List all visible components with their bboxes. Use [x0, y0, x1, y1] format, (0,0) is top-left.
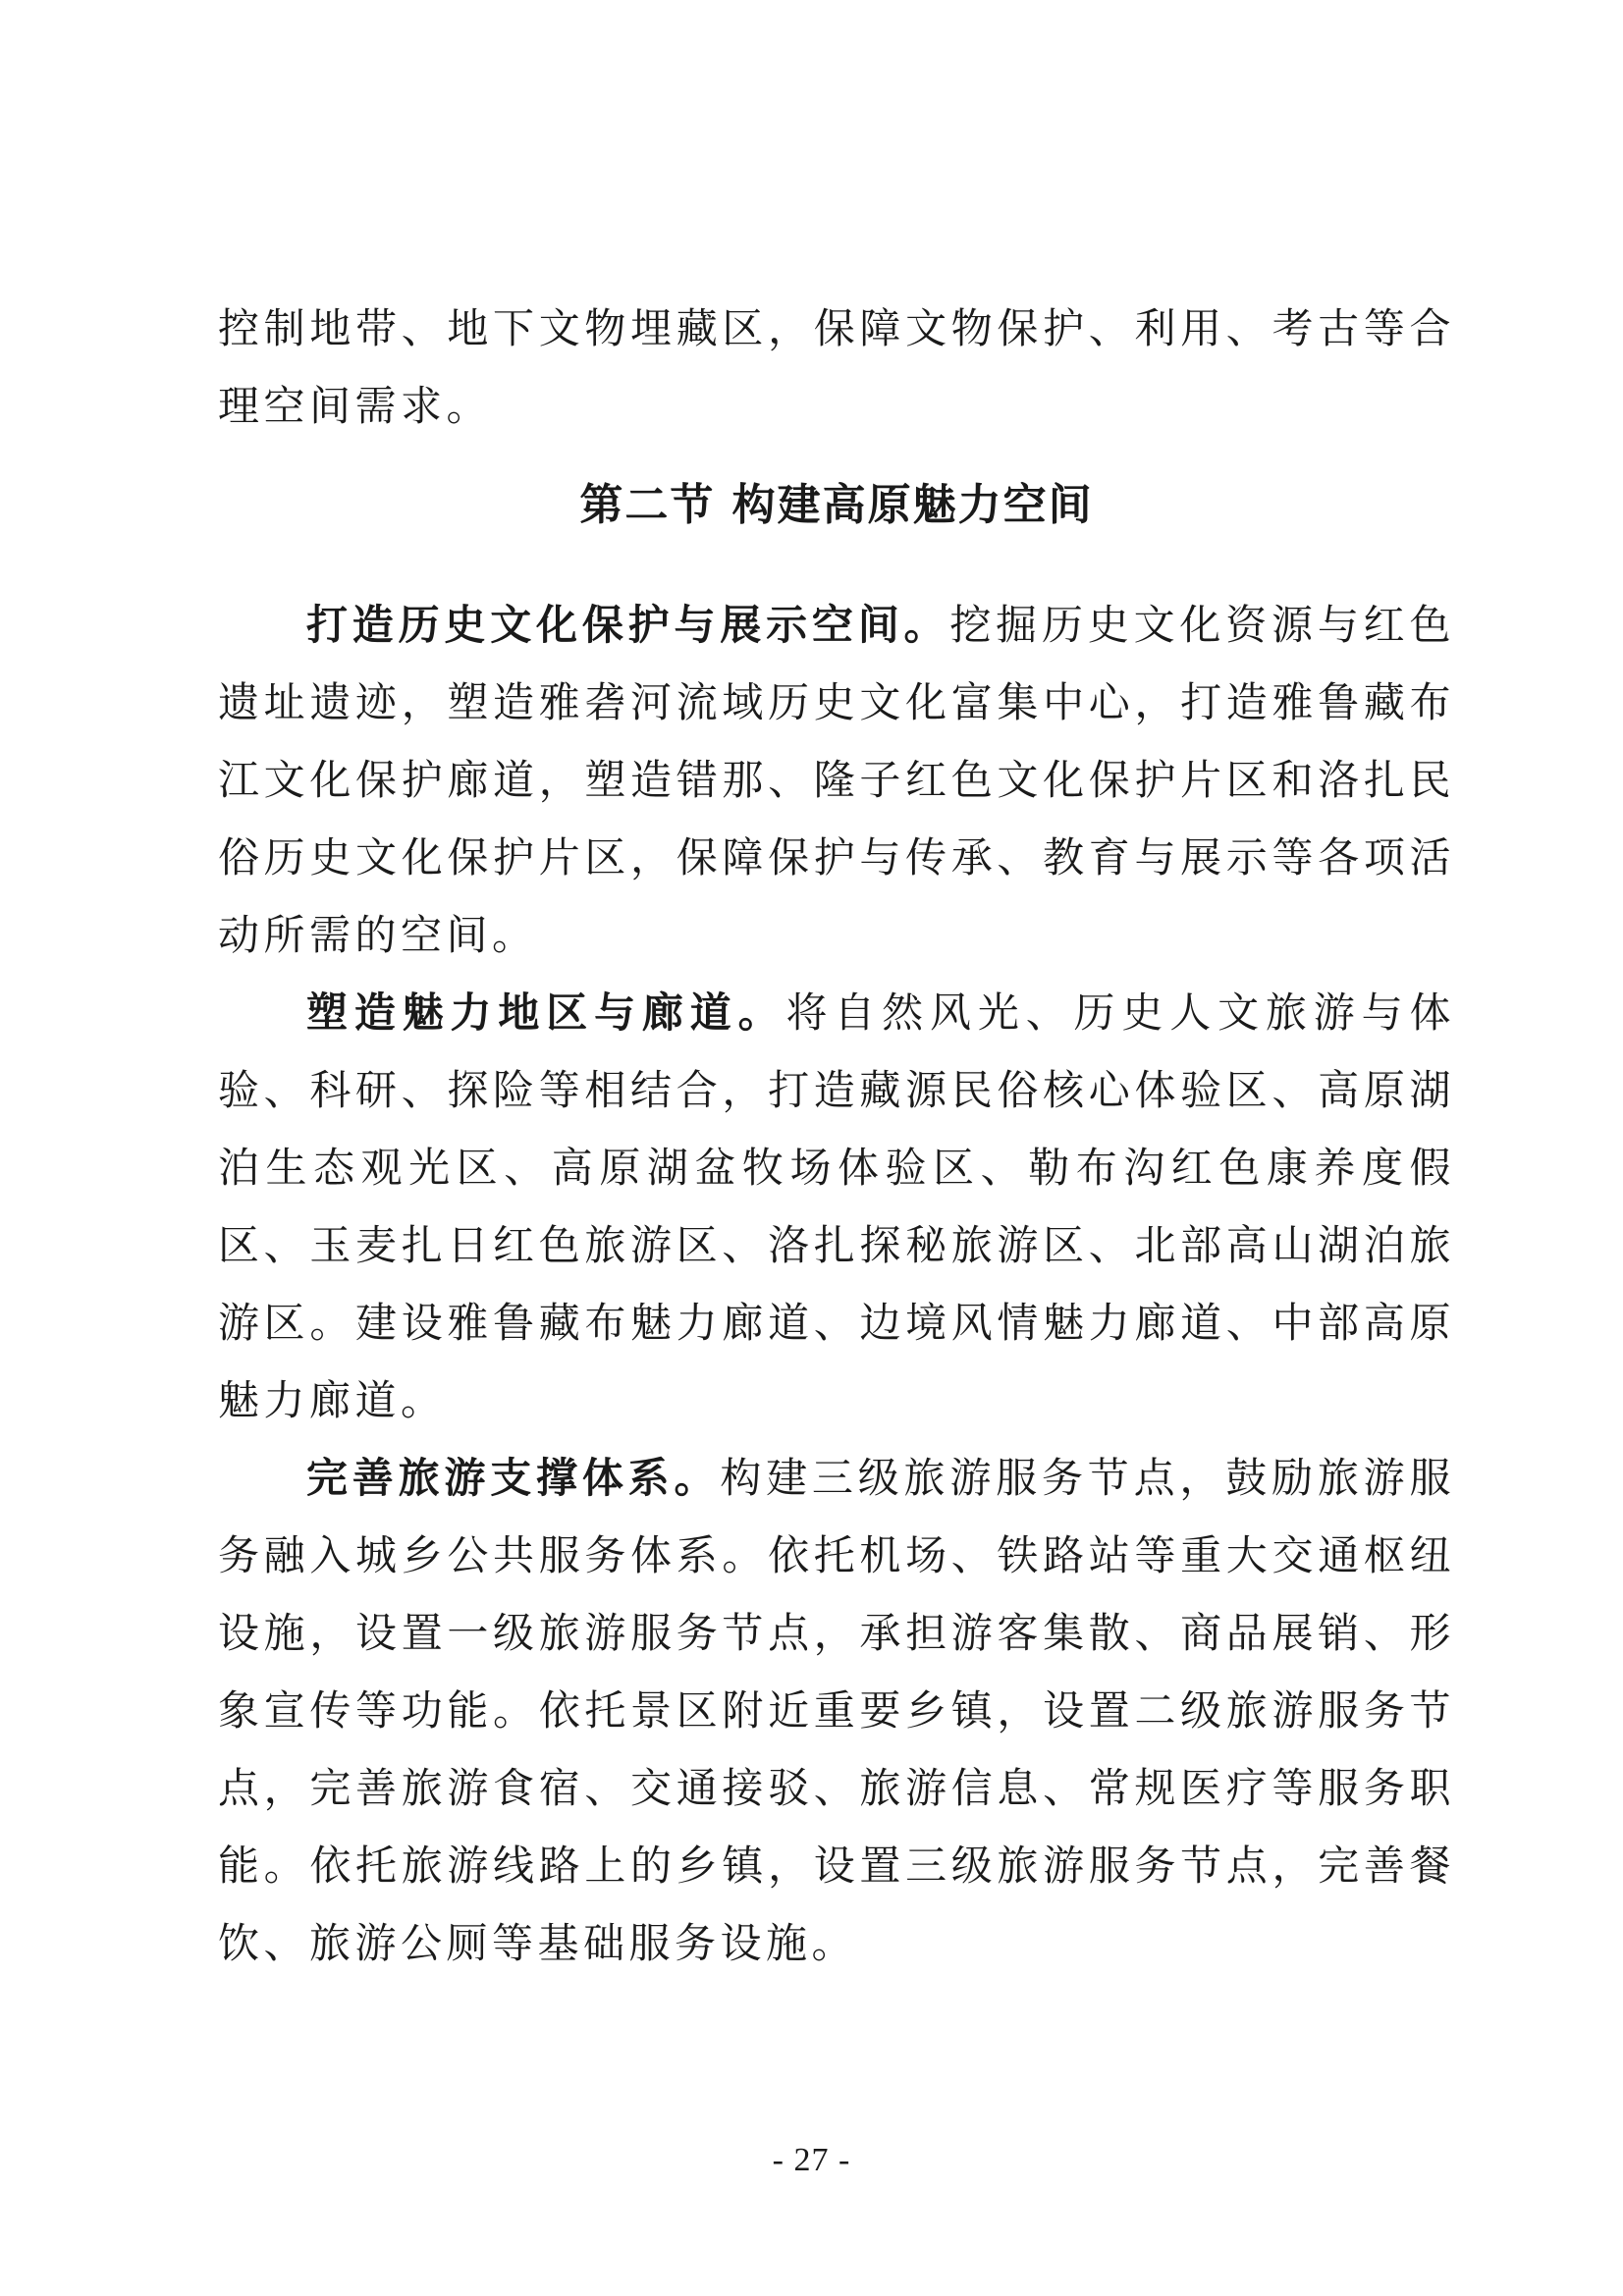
paragraph-tourism-support	[218, 1439, 1455, 1982]
paragraph-body: 将自然风光、历史人文旅游与体验、科研、探险等相结合，打造藏源民俗核心体验区、高原湖泊生态观光区、高原湖盆牧场体验区、勒布沟红色康养度假区、玉麦扎日红色旅游区、洛扎探秘旅游区、北部高山湖泊旅游区。建设雅鲁藏布魅力廊道、边境风情魅力廊道、中部高原魅力廊道。	[218, 988, 1455, 1424]
paragraph-lead: 打造历史文化保护与展示空间。	[306, 601, 950, 649]
paragraph-body: 构建三级旅游服务节点，鼓励旅游服务融入城乡公共服务体系。依托机场、铁路站等重大交通枢纽设施，设置一级旅游服务节点，承担游客集散、商品展销、形象宣传等功能。依托景区附近重要乡镇，设置二级旅游服务节点，完善旅游食宿、交通接驳、旅游信息、常规医疗等服务职能。依托旅游线路上的乡镇，设置三级旅游服务节点，完善餐饮、旅游公厕等基础服务设施。	[218, 1454, 1455, 1967]
paragraph-lead: 塑造魅力地区与廊道。	[306, 988, 786, 1037]
paragraph-lead: 完善旅游支撑体系。	[306, 1454, 721, 1502]
intro-paragraph: 控制地带、地下文物埋藏区，保障文物保护、利用、考古等合理空间需求。	[218, 304, 1455, 430]
paragraph-body: 挖掘历史文化资源与红色遗址遗迹，塑造雅砻河流域历史文化富集中心，打造雅鲁藏布江文化保护廊道，塑造错那、隆子红色文化保护片区和洛扎民俗历史文化保护片区，保障保护与传承、教育与展示等各项活动所需的空间。	[218, 601, 1455, 959]
paragraph-heritage-space	[218, 586, 1455, 974]
page-number: - 27 -	[772, 2142, 851, 2178]
page-content	[218, 290, 1455, 1982]
paragraph-charm-corridors	[218, 974, 1455, 1439]
section-title: 第二节 构建高原魅力空间	[579, 480, 1094, 530]
